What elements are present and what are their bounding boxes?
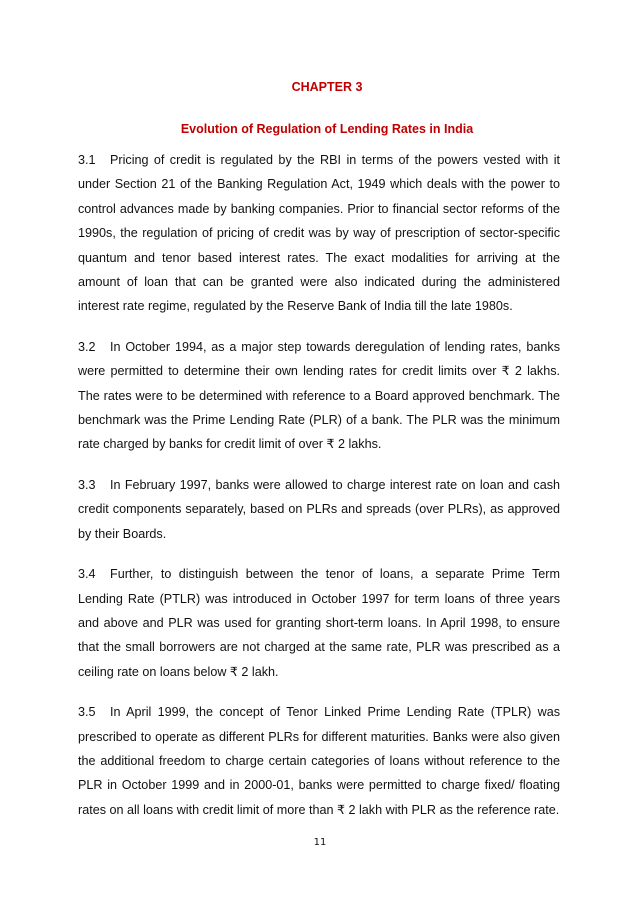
- paragraph-text: In October 1994, as a major step towards deregulation of lending rates, banks were permitted to determine their own lending rates for credit limits over ₹ 2 lakhs. The rates were to be determined with reference to a Board approved benchmark. The benchmark was the Prime Lending Rate (PLR) of a bank. The PLR was the minimum rate charged by banks for credit limit of over ₹ 2 lakhs.: [78, 339, 560, 452]
- paragraph-3-2: [78, 335, 560, 457]
- paragraph-number: 3.4: [78, 567, 96, 582]
- chapter-heading: [0, 80, 638, 94]
- paragraph-3-4: [78, 562, 560, 684]
- paragraph-text: Further, to distinguish between the tenor of loans, a separate Prime Term Lending Rate (PTLR) was introduced in October 1997 for term loans of three years and above and PLR was used for granting short-term loans. In April 1998, to ensure that the small borrowers are not charged at the same rate, PLR was prescribed as a ceiling rate on loans below ₹ 2 lakh.: [78, 567, 560, 679]
- paragraph-text: In April 1999, the concept of Tenor Linked Prime Lending Rate (TPLR) was prescribed to operate as different PLRs for different maturities. Banks were also given the additional freedom to charge certain categories of loans without reference to the PLR in October 1999 and in 2000-01, banks were permitted to charge fixed/ floating rates on all loans with credit limit of more than ₹ 2 lakh with PLR as the reference rate.: [78, 705, 560, 817]
- paragraph-number: 3.2: [78, 339, 96, 354]
- chapter-label: CHAPTER 3: [291, 80, 363, 94]
- paragraph-number: 3.5: [78, 705, 96, 720]
- section-title-text: Evolution of Regulation of Lending Rates in India: [180, 122, 474, 136]
- section-title: [0, 122, 638, 136]
- paragraph-text: Pricing of credit is regulated by the RBI in terms of the powers vested with it under Section 21 of the Banking Regulation Act, 1949 which deals with the power to control advances made by banking companies. Prior to financial sector reforms of the 1990s, the regulation of pricing of credit was by way of prescription of sector-specific quantum and tenor based interest rates. The exact modalities for arriving at the amount of loan that can be granted were also indicated during the administered interest rate regime, regulated by the Reserve Bank of India till the late 1980s.: [78, 153, 560, 314]
- paragraph-3-5: [78, 700, 560, 822]
- paragraph-number: 3.1: [78, 153, 96, 167]
- page-number: 11: [313, 837, 327, 848]
- paragraph-number: 3.3: [78, 477, 96, 492]
- paragraph-3-1: [78, 148, 560, 319]
- document-body: [78, 148, 560, 838]
- page-footer: [0, 837, 638, 848]
- paragraph-3-3: [78, 473, 560, 546]
- paragraph-text: In February 1997, banks were allowed to charge interest rate on loan and cash credit components separately, based on PLRs and spreads (over PLRs), as approved by their Boards.: [78, 477, 560, 541]
